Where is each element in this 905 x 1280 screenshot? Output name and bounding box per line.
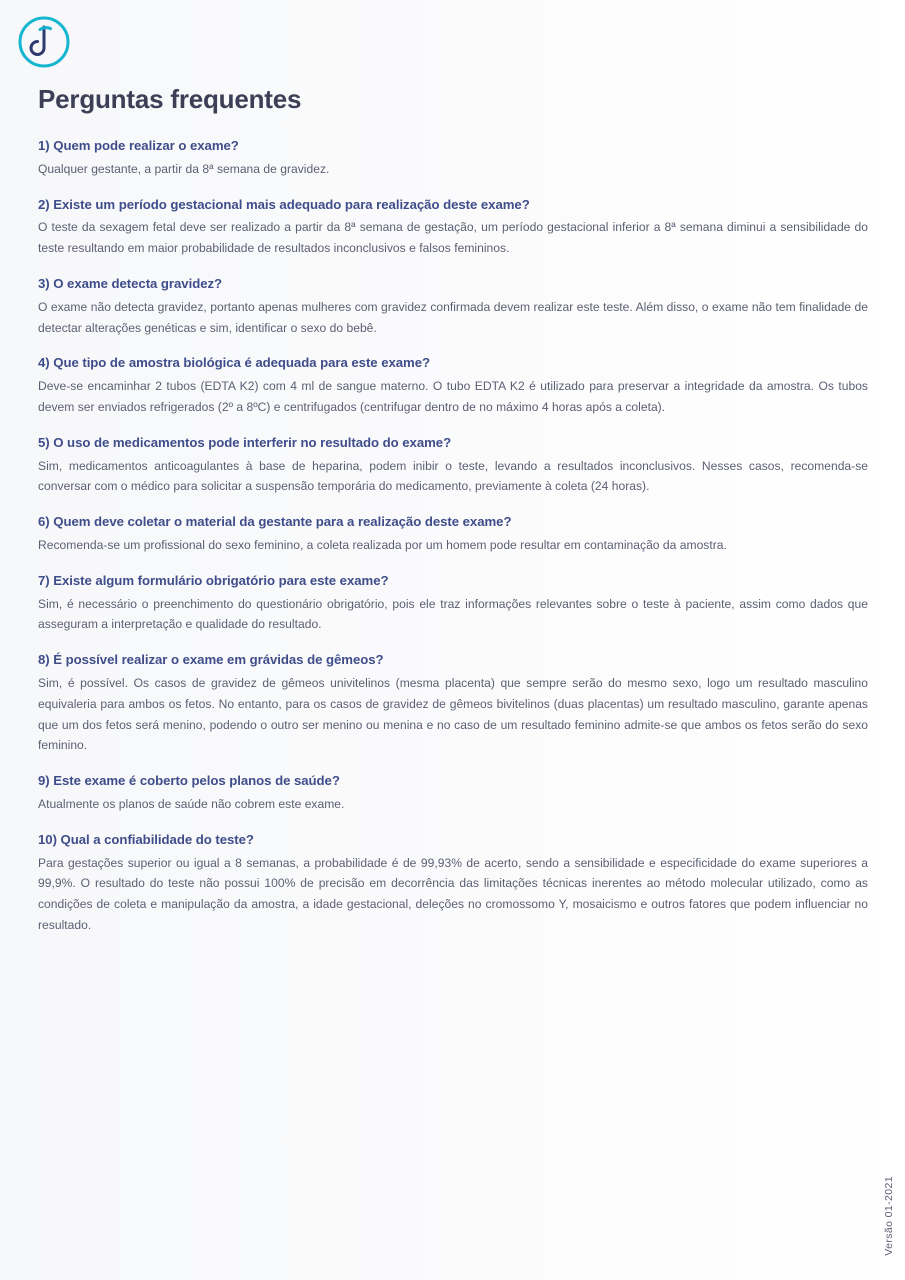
faq-answer: Recomenda-se um profissional do sexo feminino, a coleta realizada por um homem pode resultar em contaminação da amostra. bbox=[38, 538, 727, 553]
faq-item bbox=[38, 513, 868, 556]
faq-item bbox=[38, 196, 868, 259]
faq-answer: Sim, medicamentos anticoagulantes à base de heparina, podem inibir o teste, levando a resultados inconclusivos. Nesses casos, recomenda-se conversar com o médico para solicitar a suspensão temporária do medicamento, previamente à coleta (24 horas). bbox=[38, 458, 868, 494]
faq-item bbox=[38, 434, 868, 497]
faq-item bbox=[38, 137, 868, 180]
faq-content bbox=[38, 84, 868, 952]
faq-question: 6) Quem deve coletar o material da gestante para a realização deste exame? bbox=[38, 514, 512, 530]
faq-question: 8) É possível realizar o exame em grávidas de gêmeos? bbox=[38, 652, 384, 668]
faq-question: 10) Qual a confiabilidade do teste? bbox=[38, 831, 254, 847]
faq-answer: Deve-se encaminhar 2 tubos (EDTA K2) com 4 ml de sangue materno. O tubo EDTA K2 é utilizado para preservar a integridade da amostra. Os tubos devem ser enviados refrigerados (2º a 8ºC) e centrifugados (centrifugar dentro de no máximo 4 horas após a coleta). bbox=[38, 379, 868, 415]
faq-question: 2) Existe um período gestacional mais adequado para realização deste exame? bbox=[38, 196, 530, 212]
faq-item bbox=[38, 772, 868, 815]
faq-item bbox=[38, 354, 868, 417]
faq-answer: Atualmente os planos de saúde não cobrem este exame. bbox=[38, 797, 345, 812]
faq-answer: Sim, é necessário o preenchimento do questionário obrigatório, pois ele traz informações relevantes sobre o teste à paciente, assim como dados que asseguram a interpretação e qualidade do resultado. bbox=[38, 596, 868, 632]
version-label: Versão 01-2021 bbox=[883, 1176, 895, 1256]
faq-question: 4) Que tipo de amostra biológica é adequada para este exame? bbox=[38, 355, 431, 371]
faq-answer: O teste da sexagem fetal deve ser realizado a partir da 8ª semana de gestação, um período gestacional inferior a 8ª semana diminui a sensibilidade do teste resultando em maior probabilidade de resultados inconclusivos e falsos femininos. bbox=[38, 220, 868, 256]
faq-answer: Sim, é possível. Os casos de gravidez de gêmeos univitelinos (mesma placenta) que sempre serão do mesmo sexo, logo um resultado masculino equivaleria para ambos os fetos. No entanto, para os casos de gravidez de gêmeos bivitelinos (duas placentas) um resultado masculino, garante apenas que um dos fetos será menino, podendo o outro ser menino ou menina e no caso de um resultado feminino admite-se que ambos os fetos serão do sexo feminino. bbox=[38, 676, 868, 753]
faq-item bbox=[38, 572, 868, 635]
faq-question: 1) Quem pode realizar o exame? bbox=[38, 138, 239, 153]
page-title: Perguntas frequentes bbox=[38, 84, 302, 114]
faq-answer: O exame não detecta gravidez, portanto apenas mulheres com gravidez confirmada devem realizar este teste. Além disso, o exame não tem finalidade de detectar alterações genéticas e sim, identificar o sexo do bebê. bbox=[38, 299, 868, 335]
faq-item bbox=[38, 651, 868, 756]
faq-question: 7) Existe algum formulário obrigatório para este exame? bbox=[38, 572, 389, 588]
faq-question: 9) Este exame é coberto pelos planos de saúde? bbox=[38, 773, 340, 789]
faq-answer: Qualquer gestante, a partir da 8ª semana de gravidez. bbox=[38, 161, 330, 176]
faq-item bbox=[38, 275, 868, 338]
brand-circle-logo-icon bbox=[16, 14, 72, 70]
faq-answer: Para gestações superior ou igual a 8 semanas, a probabilidade é de 99,93% de acerto, sendo a sensibilidade e especificidade do exame superiores a 99,9%. O resultado do teste não possui 100% de precisão em decorrência das limitações técnicas inerentes ao método molecular utilizado, como as condições de coleta e manipulação da amostra, a idade gestacional, deleções no cromossomo Y, mosaicismo e outros fatores que podem influenciar no resultado. bbox=[38, 855, 868, 933]
faq-item bbox=[38, 831, 868, 936]
faq-question: 5) O uso de medicamentos pode interferir no resultado do exame? bbox=[38, 434, 452, 450]
faq-question: 3) O exame detecta gravidez? bbox=[38, 276, 223, 292]
